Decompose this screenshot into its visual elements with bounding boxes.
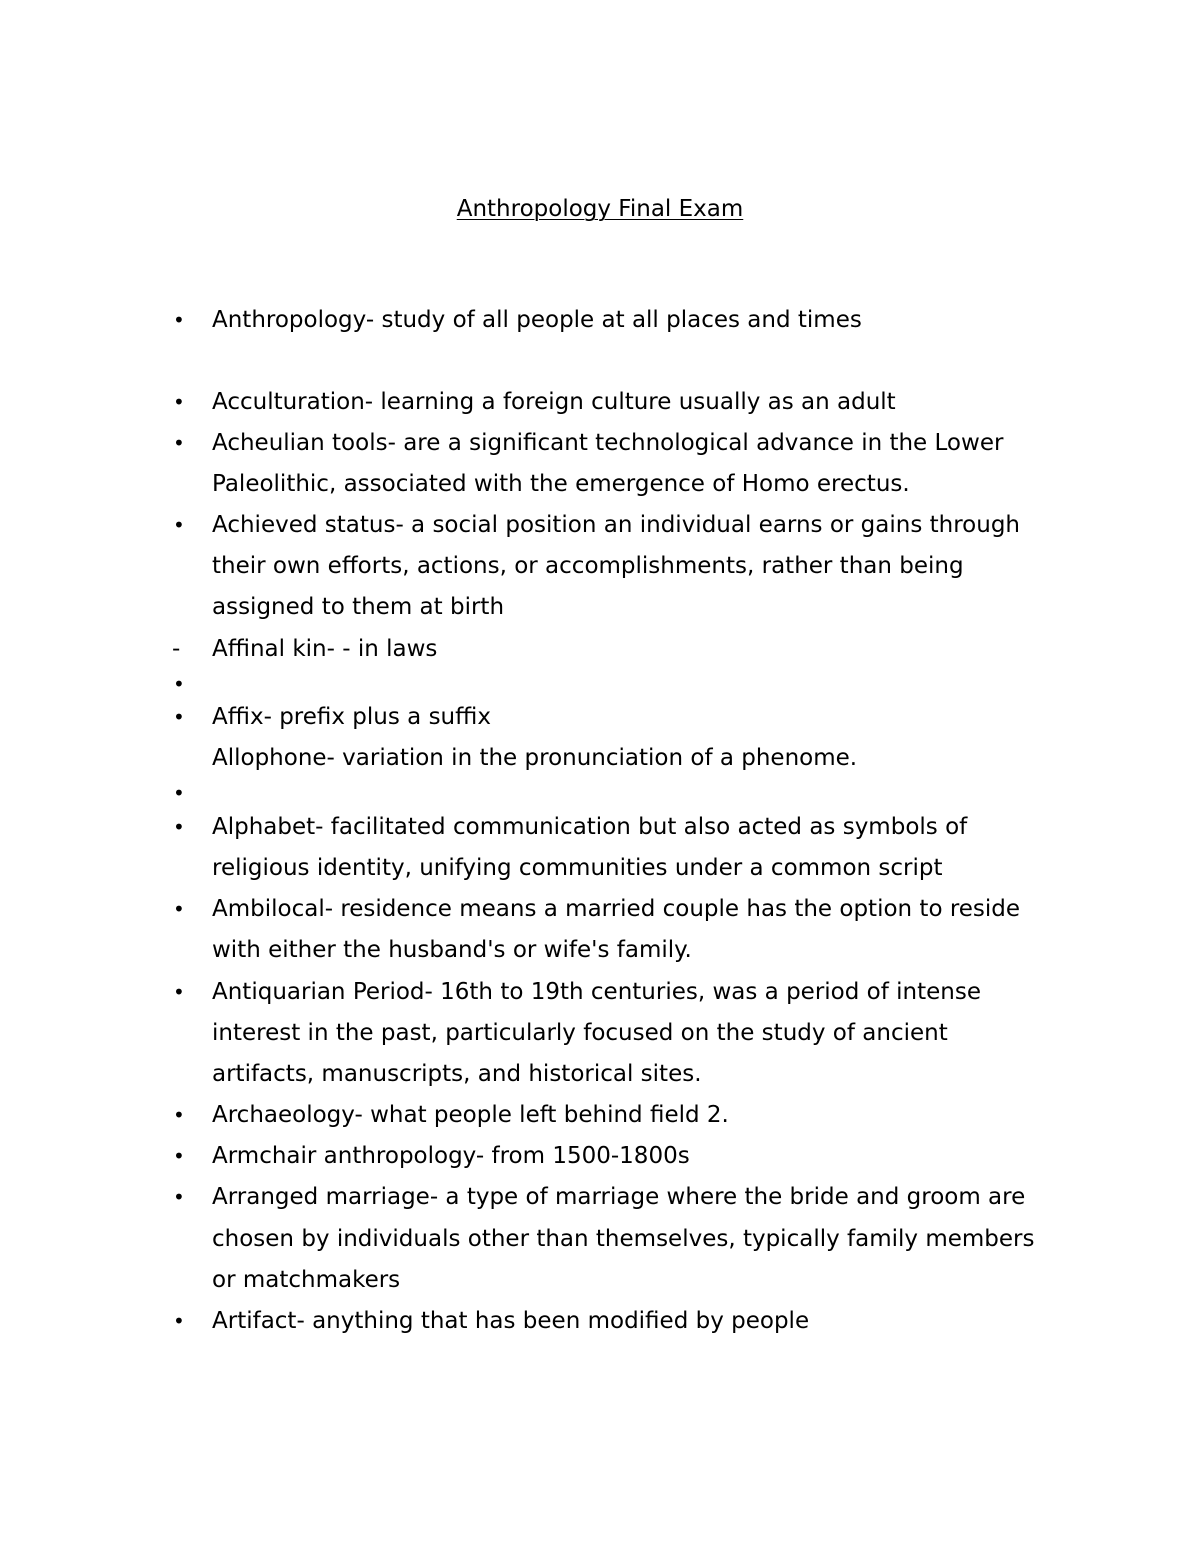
bullet-marker: • [173,705,185,729]
list-item [0,423,1200,464]
list-item-text: Anthropology- study of all people at all places and times [212,307,862,333]
list-item [0,1095,1200,1136]
list-item-text: Affinal kin- - in laws [212,636,438,662]
document-title: Anthropology Final Exam [456,196,744,222]
bullet-marker: • [173,781,185,805]
bullet-marker: • [173,513,185,537]
list-item-continuation [0,1013,1200,1054]
list-item [0,1301,1200,1342]
bullet-marker: • [173,308,185,332]
list-item-text: interest in the past, particularly focused on the study of ancient [212,1020,948,1046]
list-item-text: Antiquarian Period- 16th to 19th centuries, was a period of intense [212,979,981,1005]
bullet-marker: • [173,980,185,1004]
bullet-marker: • [173,897,185,921]
list-item-text: assigned to them at birth [212,594,505,620]
list-item-text: Ambilocal- residence means a married couple has the option to reside [212,896,1021,922]
list-item [0,807,1200,848]
list-item-text: or matchmakers [212,1267,401,1293]
list-item [0,972,1200,1013]
list-item-text: artifacts, manuscripts, and historical sites. [212,1061,702,1087]
list-item [0,1177,1200,1218]
list-item [0,300,1200,341]
list-item-continuation [0,587,1200,628]
list-item-text: Allophone- variation in the pronunciation of a phenome. [212,745,858,771]
list-item [0,1136,1200,1177]
list-item-text: Armchair anthropology- from 1500-1800s [212,1143,690,1169]
list-item-text: Acculturation- learning a foreign culture usually as an adult [212,389,896,415]
bullet-marker: • [173,431,185,455]
list-item-text: with either the husband's or wife's family. [212,937,692,963]
list-item-text: Alphabet- facilitated communication but also acted as symbols of [212,814,968,840]
list-item-continuation [0,848,1200,889]
list-item-text: their own efforts, actions, or accomplishments, rather than being [212,553,964,579]
bullet-marker: • [173,1185,185,1209]
list-item-text: chosen by individuals other than themselves, typically family members [212,1226,1035,1252]
list-item-continuation [0,930,1200,971]
bullet-marker: • [173,1309,185,1333]
bullet-marker: • [173,672,185,696]
list-item-continuation [0,546,1200,587]
list-item-text: Acheulian tools- are a significant technological advance in the Lower [212,430,1004,456]
list-item-text: Arranged marriage- a type of marriage where the bride and groom are [212,1184,1026,1210]
bullet-marker: • [173,390,185,414]
dash-marker: - [172,636,181,662]
list-item-continuation [0,464,1200,505]
list-item-text: Archaeology- what people left behind field 2. [212,1102,729,1128]
list-item [0,382,1200,423]
list-item-continuation [0,1054,1200,1095]
list-item-text: Achieved status- a social position an individual earns or gains through [212,512,1020,538]
bullet-marker: • [173,1144,185,1168]
list-item [0,697,1200,738]
list-item-continuation [0,1219,1200,1260]
list-item-continuation [0,1260,1200,1301]
list-item-text: Paleolithic, associated with the emergence of Homo erectus. [212,471,910,497]
list-item [0,889,1200,930]
list-item [0,505,1200,546]
list-item-text: religious identity, unifying communities under a common script [212,855,943,881]
list-item-text: Artifact- anything that has been modified by people [212,1308,810,1334]
list-item-text: Affix- prefix plus a suffix [212,704,491,730]
bullet-marker: • [173,1103,185,1127]
bullet-marker: • [173,815,185,839]
